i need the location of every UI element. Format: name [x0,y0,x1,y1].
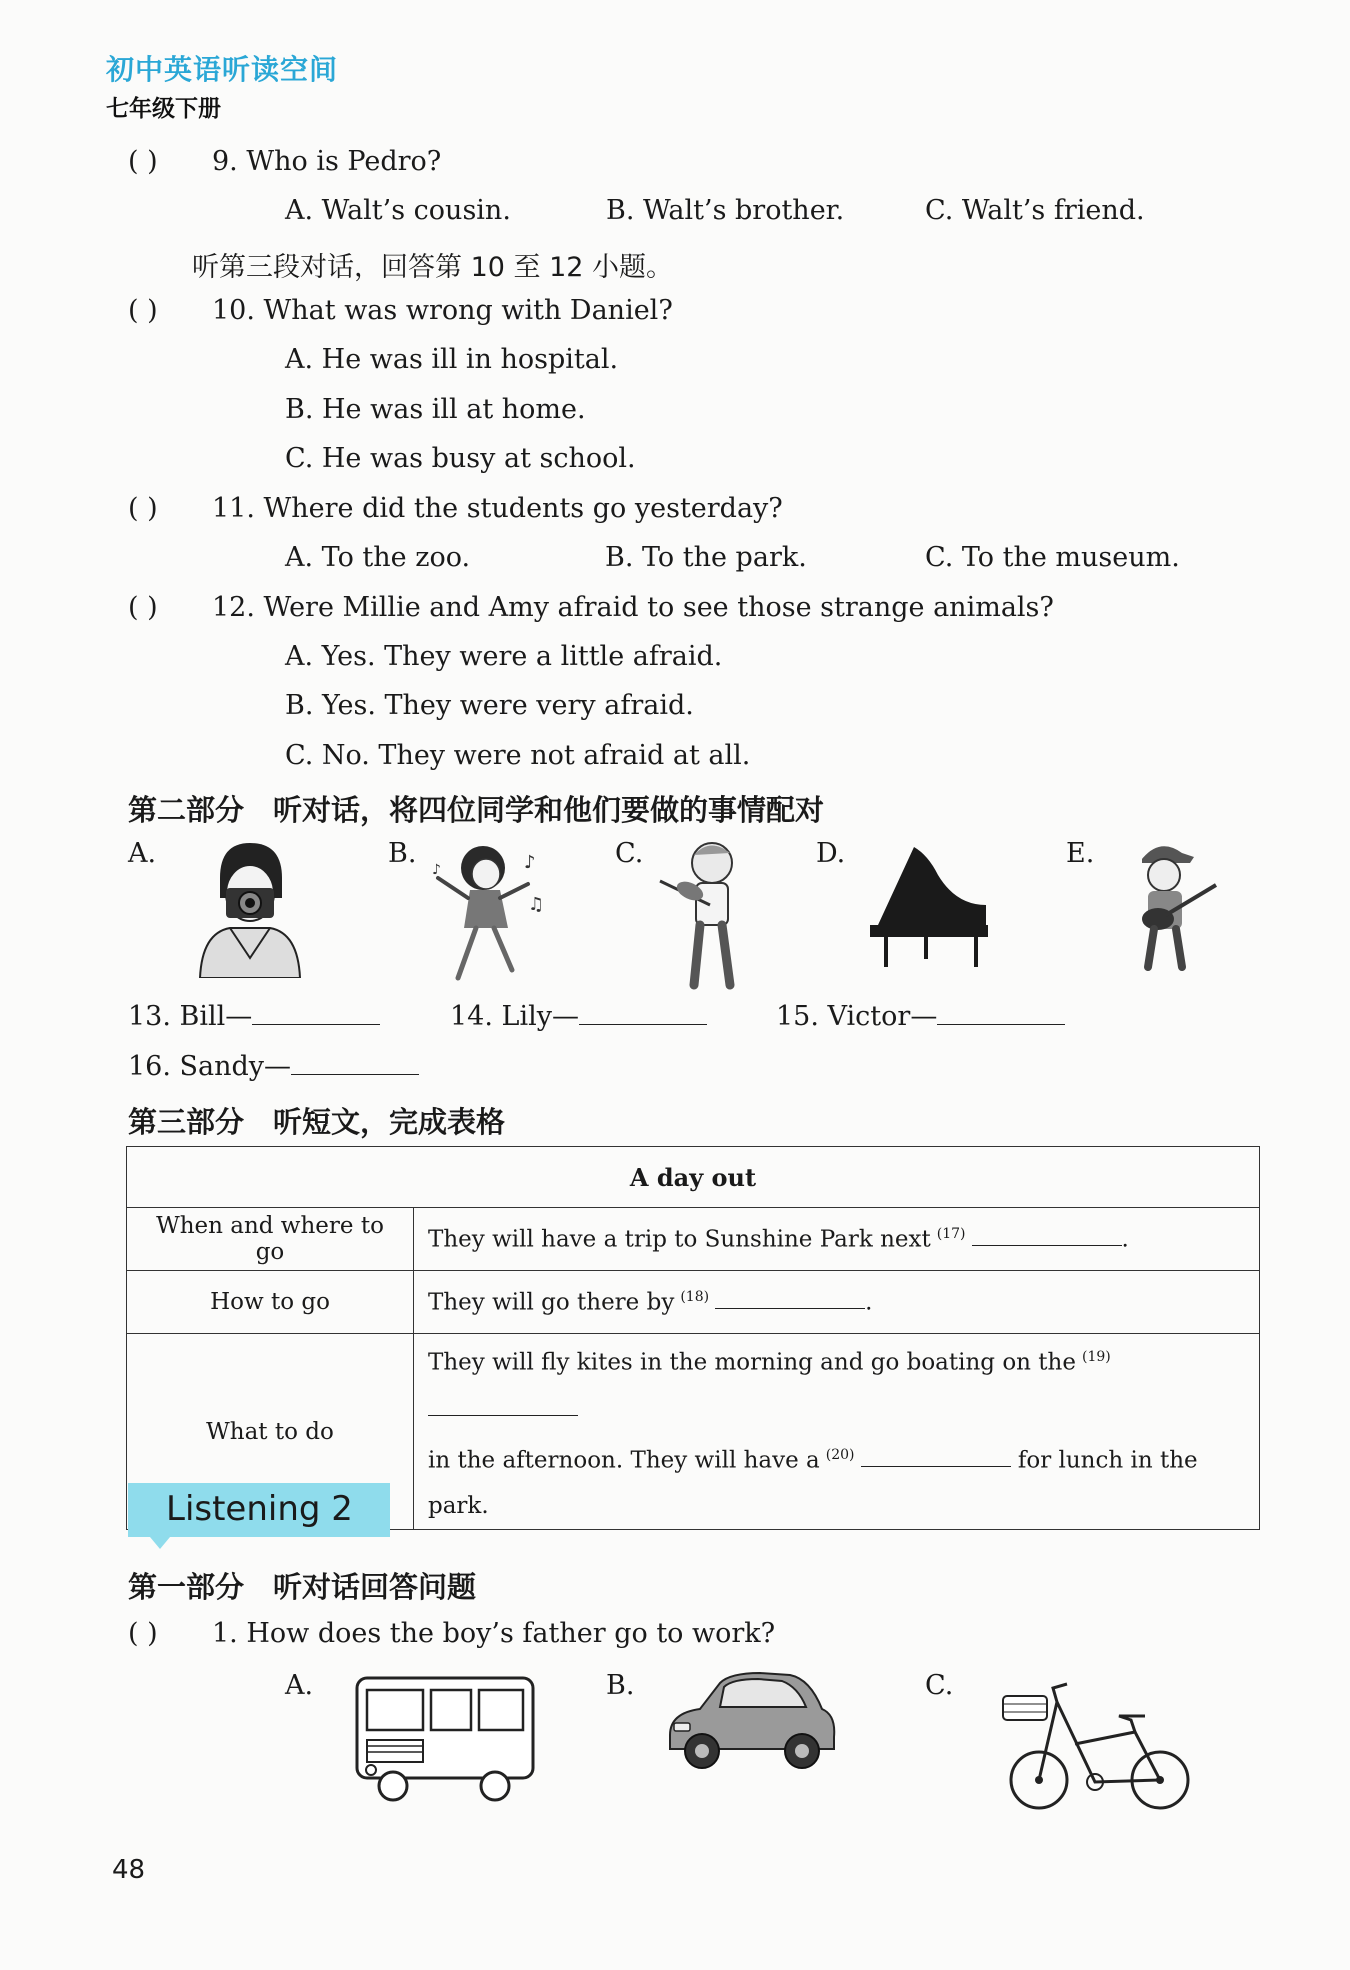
match-15 [776,1000,1065,1032]
badge-tail [150,1537,170,1549]
section-title-part3: 第三部分 听短文，完成表格 [128,1105,506,1139]
picture-label-b: B. [388,838,417,869]
answer-paren[interactable]: ( ) [128,592,158,623]
picture-label-a: A. [128,838,157,869]
match-16 [128,1050,419,1082]
book-title: 初中英语听读空间 [106,53,339,86]
blank-number: (18) [680,1288,710,1305]
match-label: 13. Bill— [128,1001,253,1032]
picture-label-c: C. [615,838,644,869]
bus-picture [345,1668,545,1808]
photographer-picture [190,838,310,978]
row-text: They will have a trip to Sunshine Park next [428,1226,931,1253]
match-14 [450,1000,707,1032]
row-label: How to go [127,1271,414,1334]
row-text: in the afternoon. They will have a [428,1447,820,1474]
option-b: B. To the park. [605,542,807,573]
option-a: A. To the zoo. [285,542,471,573]
table-row [127,1271,1260,1334]
answer-blank[interactable] [972,1227,1122,1246]
blank-number: (17) [936,1225,966,1242]
match-13 [128,1000,380,1032]
answer-blank[interactable] [937,1000,1065,1025]
question-10 [128,295,673,326]
book-subtitle: 七年级下册 [106,96,221,122]
option-a: A. Yes. They were a little afraid. [285,641,723,672]
svg-text:♪: ♪ [524,852,536,873]
svg-text:♫: ♫ [528,894,545,915]
listening-badge [128,1483,390,1537]
question-11 [128,493,783,524]
option-b: B. He was ill at home. [285,394,586,425]
page-number: 48 [112,1855,146,1885]
answer-blank[interactable] [252,1000,380,1025]
svg-text:♪: ♪ [432,862,441,878]
picture-label-e: E. [1066,838,1095,869]
option-a: A. [285,1670,314,1701]
blank-number: (19) [1081,1349,1111,1365]
option-b: B. Walt’s brother. [606,195,845,226]
row-text: for lunch in the park. [428,1447,1198,1520]
row-content: They will go there by $^{(18)}$ . [414,1271,1260,1334]
guitarist-boy-picture [1120,835,1220,975]
row-label: When and where to go [127,1208,414,1271]
badge-label: Listening 2 [166,1489,353,1529]
option-b: B. [606,1670,635,1701]
question-stem: 1. How does the boy’s father go to work? [212,1618,776,1649]
section-title-listening2-part1: 第一部分 听对话回答问题 [128,1570,477,1604]
question-1 [128,1618,775,1649]
violinist-boy-picture [650,835,760,990]
piano-picture [866,845,991,970]
answer-blank[interactable] [715,1290,865,1309]
blank-number: (20) [825,1446,855,1463]
dancing-girl-picture [428,838,548,988]
answer-paren[interactable]: ( ) [128,1618,158,1649]
option-b: B. Yes. They were very afraid. [285,690,694,721]
option-a: A. He was ill in hospital. [285,344,619,375]
table-row [127,1208,1260,1271]
answer-blank[interactable] [428,1397,578,1416]
row-content [414,1334,1260,1530]
match-label: 15. Victor— [776,1001,938,1032]
picture-label-d: D. [816,838,846,869]
question-stem: 12. Were Millie and Amy afraid to see those strange animals? [212,592,1054,623]
option-c: C. He was busy at school. [285,443,636,474]
option-c: C. Walt’s friend. [925,195,1145,226]
question-stem: 10. What was wrong with Daniel? [212,295,673,326]
car-picture [660,1665,840,1775]
question-stem: 9. Who is Pedro? [212,146,442,177]
answer-paren[interactable]: ( ) [128,295,158,326]
answer-blank[interactable] [861,1448,1011,1467]
answer-blank[interactable] [291,1050,419,1075]
option-c: C. No. They were not afraid at all. [285,740,751,771]
question-12 [128,592,1054,623]
match-label: 16. Sandy— [128,1051,292,1082]
day-out-table [126,1146,1260,1530]
question-stem: 11. Where did the students go yesterday? [212,493,783,524]
answer-blank[interactable] [579,1000,707,1025]
option-c: C. [925,1670,954,1701]
bicycle-picture [995,1672,1205,1812]
instruction-section3: 听第三段对话，回答第 10 至 12 小题。 [192,252,674,283]
answer-paren[interactable]: ( ) [128,493,158,524]
table-header-row [127,1147,1260,1208]
question-9 [128,146,441,177]
table-title: A day out [127,1147,1260,1208]
row-content: They will have a trip to Sunshine Park next $^{(17)}$ . [414,1208,1260,1271]
row-label: What to do [127,1334,414,1530]
row-text: They will go there by [428,1289,675,1316]
section-title-part2: 第二部分 听对话，将四位同学和他们要做的事情配对 [128,793,825,827]
option-a: A. Walt’s cousin. [285,195,511,226]
match-label: 14. Lily— [450,1001,579,1032]
option-c: C. To the museum. [925,542,1180,573]
answer-paren[interactable]: ( ) [128,146,158,177]
row-text: They will fly kites in the morning and go boating on the [428,1349,1076,1376]
